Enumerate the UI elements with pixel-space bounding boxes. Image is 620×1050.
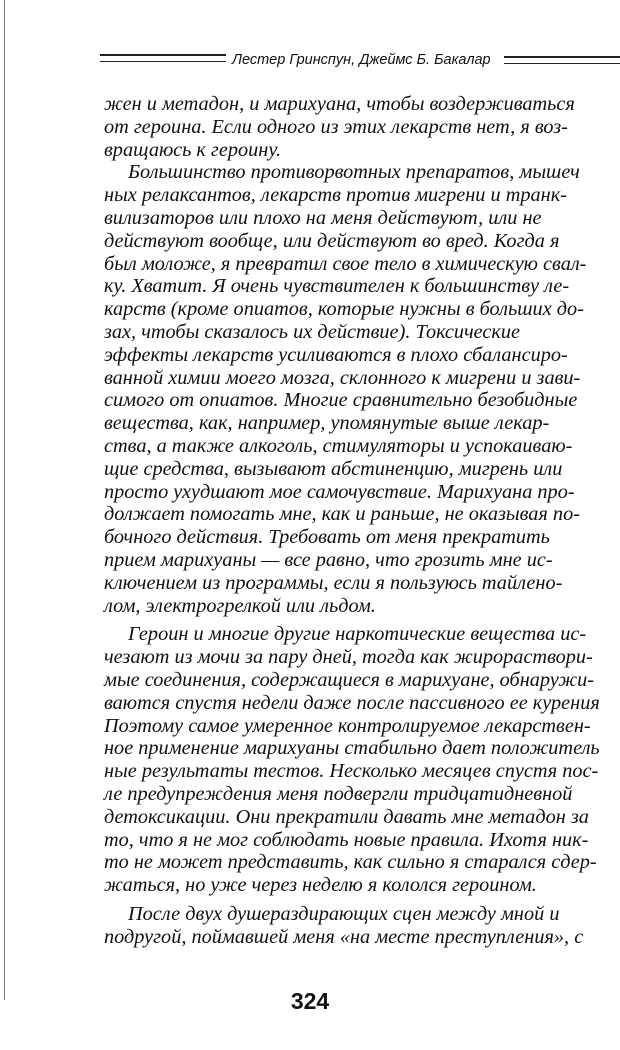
text-line: ства, а также алкоголь, стимуляторы и успокаиваю- xyxy=(104,434,573,457)
text-line: жен и метадон, и марихуана, чтобы воздерживаться xyxy=(104,93,575,115)
text-line: бочного действия. Требовать от меня прекратить xyxy=(104,526,550,549)
text-line: Поэтому самое умеренное контролируемое лекарствен- xyxy=(104,714,591,737)
running-header xyxy=(100,50,620,74)
text-line: действуют вообще, или действуют во вред. Когда я xyxy=(104,229,560,252)
paragraph xyxy=(104,903,614,949)
paragraph xyxy=(104,161,614,617)
text-line: карств (кроме опиатов, которые нужны в больших до- xyxy=(104,298,584,321)
text-line: то не может представить, как сильно я старался сдер- xyxy=(104,851,597,874)
text-line: то, что я не мог соблюдать новые правила. Ихотя ник- xyxy=(104,828,589,851)
text-line: ключением из программы, если я пользуюсь тайлено- xyxy=(104,571,563,594)
text-line: детоксикации. Они прекратили давать мне метадон за xyxy=(104,805,589,828)
page-gutter-rule xyxy=(4,0,5,1000)
text-line: После двух душераздирающих сцен между мной и xyxy=(128,902,560,925)
text-line: просто ухудшают мое самочувствие. Марихуана про- xyxy=(104,480,575,503)
text-line: эффекты лекарств усиливаются в плохо сбалансиро- xyxy=(104,343,568,366)
text-line: ле предупреждения меня подвергли тридцатидневной xyxy=(104,782,573,805)
text-line: Большинство противорвотных препаратов, мышеч xyxy=(128,161,580,184)
text-line: ные результаты тестов. Несколько месяцев спустя пос- xyxy=(104,760,599,783)
text-line: от героина. Если одного из этих лекарств нет, я воз- xyxy=(104,115,568,138)
text-line: жаться, но уже через неделю я кололся героином. xyxy=(104,874,537,897)
text-line: должает помогать мне, как и раньше, не оказывая по- xyxy=(104,503,580,526)
text-line: был моложе, я превратил свое тело в химическую свал- xyxy=(104,252,587,275)
text-line: прием марихуаны — все равно, что грозить мне ис- xyxy=(104,548,553,571)
paragraph xyxy=(104,93,614,161)
text-line: вилизаторов или плохо на меня действуют, или не xyxy=(104,206,542,229)
text-line: ваются спустя недели даже после пассивного ее курения xyxy=(104,691,600,714)
text-line: вращаюсь к героину. xyxy=(104,138,282,161)
header-rule-left xyxy=(100,54,226,62)
text-line: ку. Хватит. Я очень чувствителен к большинству ле- xyxy=(104,275,570,298)
text-line: мые соединения, содержащиеся в марихуане, обнаружи- xyxy=(104,668,595,691)
paragraph xyxy=(104,623,614,897)
text-line: вещества, как, например, упомянутые выше лекар- xyxy=(104,412,550,435)
text-line: симого от опиатов. Многие сравнительно безобидные xyxy=(104,389,578,412)
header-rule-right xyxy=(504,56,620,64)
body-text xyxy=(104,93,614,948)
text-line: лом, электрогрелкой или льдом. xyxy=(104,594,376,617)
text-line: щие средства, вызывают абстиненцию, мигрень или xyxy=(104,457,563,480)
text-line: чезают из мочи за пару дней, тогда как жирораствори- xyxy=(104,646,593,669)
text-line: зах, чтобы сказалось их действие). Токсические xyxy=(104,320,521,343)
running-title: Лестер Гринспун, Джеймс Б. Бакалар xyxy=(232,52,491,68)
text-line: ванной химии моего мозга, склонного к мигрени и зави- xyxy=(104,366,581,389)
text-line: ное применение марихуаны стабильно дает положитель xyxy=(104,737,600,760)
text-line: ных релаксантов, лекарств против мигрени и транк- xyxy=(104,184,567,207)
page-number: 324 xyxy=(290,988,330,1014)
text-line: подругой, поймавшей меня «на месте преступления», с xyxy=(104,925,584,948)
text-line: Героин и многие другие наркотические вещества ис- xyxy=(128,623,587,646)
